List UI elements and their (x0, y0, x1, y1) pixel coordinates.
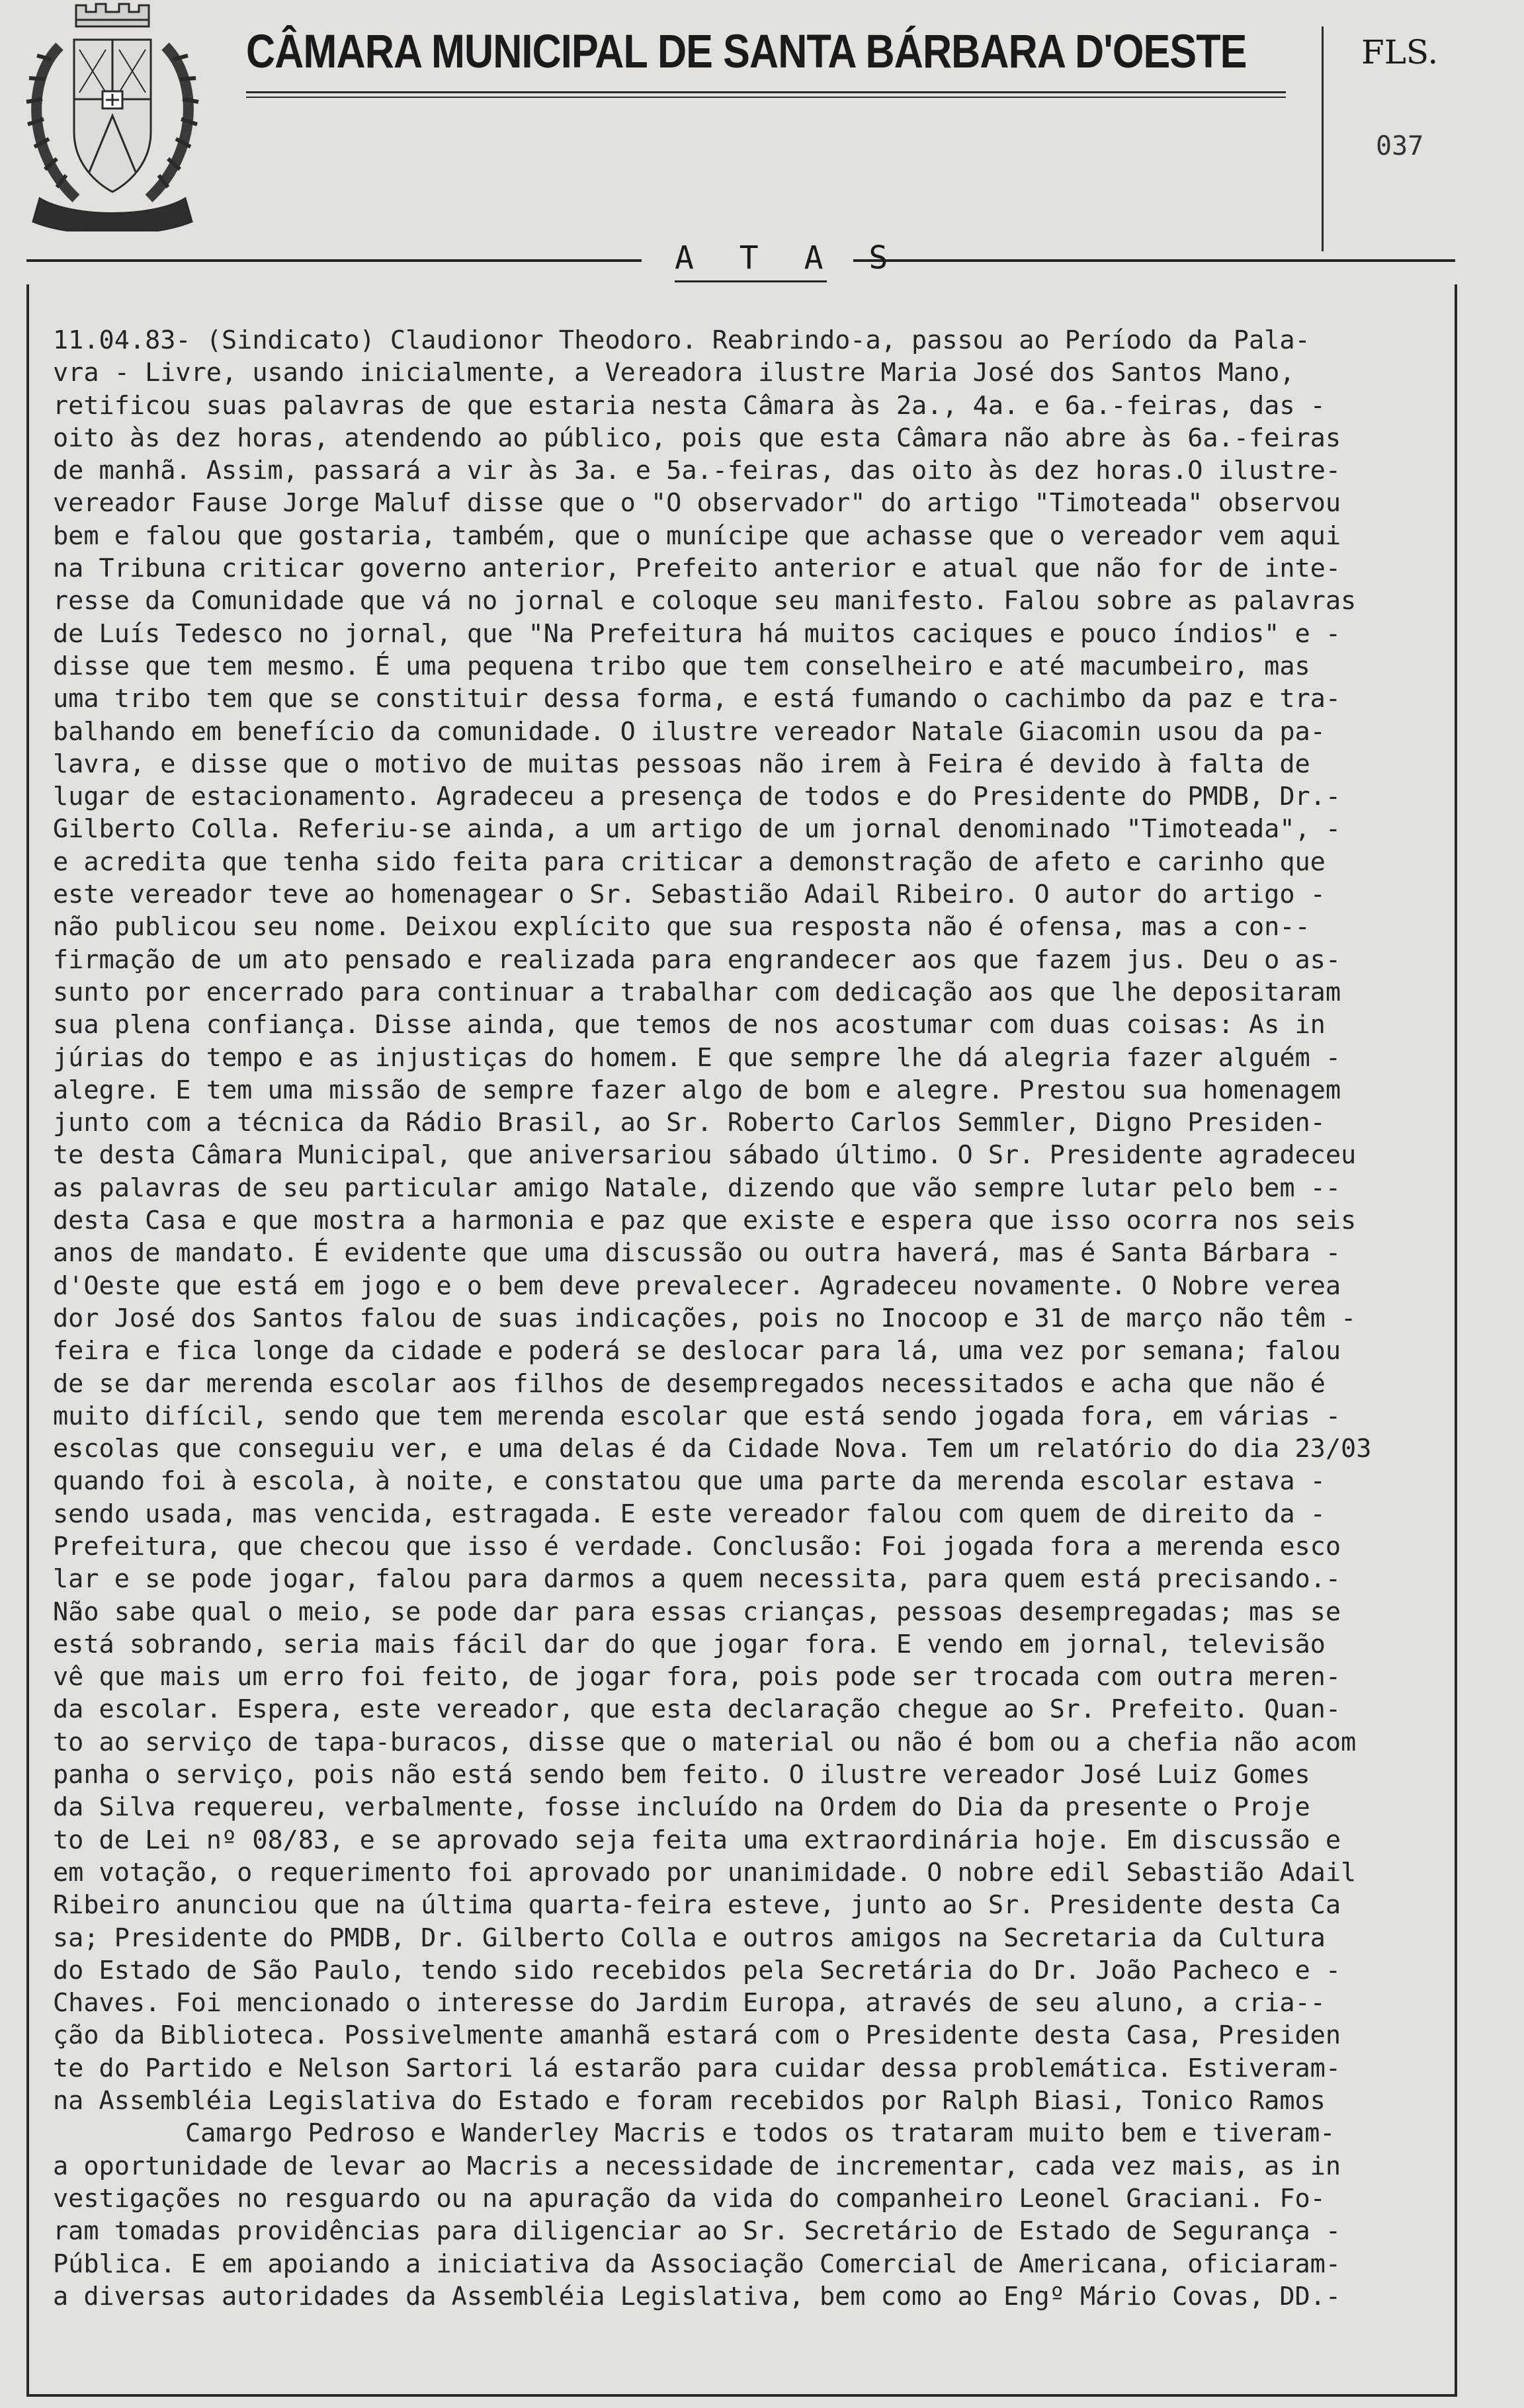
text-line: da Silva requereu, verbalmente, fosse incluído na Ordem do Dia da presente o Proje (53, 1792, 1310, 1823)
minutes-body (53, 324, 1452, 2313)
text-line: desta Casa e que mostra a harmonia e paz que existe e espera que isso ocorra nos seis (53, 1206, 1357, 1236)
text-line: do Estado de São Paulo, tendo sido recebidos pela Secretária do Dr. João Pacheco e - (53, 1955, 1341, 1985)
page-number: 037 (1376, 131, 1424, 161)
text-line: e acredita que tenha sido feita para criticar a demonstração de afeto e carinho que (53, 847, 1326, 877)
text-line: Pública. E em apoiando a iniciativa da Associação Comercial de Americana, oficiaram- (53, 2249, 1341, 2279)
text-line: na Tribuna criticar governo anterior, Prefeito anterior e atual que não for de inte- (53, 554, 1341, 584)
text-line: vereador Fause Jorge Maluf disse que o "O observador" do artigo "Timoteada" observou (53, 488, 1341, 519)
text-line: este vereador teve ao homenagear o Sr. Sebastião Adail Ribeiro. O autor do artigo - (53, 880, 1326, 910)
text-line: sa; Presidente do PMDB, Dr. Gilberto Colla e outros amigos na Secretaria da Cultura (53, 1923, 1326, 1953)
text-line: disse que tem mesmo. É uma pequena tribo que tem conselheiro e até macumbeiro, mas (53, 651, 1310, 681)
text-line: escolas que conseguiu ver, e uma delas é da Cidade Nova. Tem um relatório do dia 23/03 (53, 1434, 1372, 1464)
text-line: da escolar. Espera, este vereador, que esta declaração chegue ao Sr. Prefeito. Quan- (53, 1694, 1341, 1725)
section-rule-left (26, 259, 642, 262)
text-line: Camargo Pedroso e Wanderley Macris e todos os trataram muito bem e tiveram- (185, 2118, 1335, 2149)
text-line: na Assembléia Legislativa do Estado e foram recebidos por Ralph Biasi, Tonico Ramos (53, 2086, 1326, 2116)
text-line: vra - Livre, usando inicialmente, a Vereadora ilustre Maria José dos Santos Mano, (53, 358, 1295, 388)
text-line: panha o serviço, pois não está sendo bem feito. O ilustre vereador José Luiz Gomes (53, 1760, 1310, 1790)
page-number-divider (1322, 26, 1324, 251)
text-line: de se dar merenda escolar aos filhos de desempregados necessitados e acha que não é (53, 1368, 1326, 1399)
municipal-crest-icon (13, 0, 212, 231)
text-line: retificou suas palavras de que estaria nesta Câmara às 2a., 4a. e 6a.-feiras, das - (53, 390, 1326, 421)
text-line: junto com a técnica da Rádio Brasil, ao Sr. Roberto Carlos Semmler, Digno Presiden- (53, 1108, 1326, 1138)
text-line: lugar de estacionamento. Agradeceu a presença de todos e do Presidente do PMDB, Dr.- (53, 782, 1341, 812)
section-rule-right (853, 259, 1455, 262)
text-line: lar e se pode jogar, falou para darmos a quem necessita, para quem está precisando.- (53, 1564, 1341, 1595)
text-line: muito difícil, sendo que tem merenda escolar que está sendo jogada fora, em várias - (53, 1401, 1341, 1431)
text-line: bem e falou que gostaria, também, que o munícipe que achasse que o vereador vem aqui (53, 520, 1341, 551)
text-line: está sobrando, seria mais fácil dar do que jogar fora. E vendo em jornal, televisão (53, 1629, 1326, 1659)
text-line: ção da Biblioteca. Possivelmente amanhã estará com o Presidente desta Casa, Presiden (53, 2020, 1341, 2051)
text-line: de Luís Tedesco no jornal, que "Na Prefeitura há muitos caciques e pouco índios" e - (53, 618, 1341, 649)
text-line: sua plena confiança. Disse ainda, que temos de nos acostumar com duas coisas: As in (53, 1010, 1326, 1040)
section-title-underline (675, 280, 827, 282)
text-line: ram tomadas providências para diligenciar ao Sr. Secretário de Estado de Segurança - (53, 2216, 1341, 2247)
text-line: resse da Comunidade que vá no jornal e coloque seu manifesto. Falou sobre as palavras (53, 586, 1357, 616)
text-line: d'Oeste que está em jogo e o bem deve prevalecer. Agradeceu novamente. O Nobre verea (53, 1270, 1341, 1301)
text-line: não publicou seu nome. Deixou explícito que sua resposta não é ofensa, mas a con-- (53, 912, 1310, 942)
chamber-title: CÂMARA MUNICIPAL DE SANTA BÁRBARA D'OESTE (246, 26, 1247, 78)
text-line: júrias do tempo e as injustiças do homem. E que sempre lhe dá alegria fazer alguém - (53, 1042, 1341, 1073)
text-line: uma tribo tem que se constituir dessa forma, e está fumando o cachimbo da paz e tra- (53, 684, 1341, 714)
text-line: oito às dez horas, atendendo ao público, pois que esta Câmara não abre às 6a.-feiras (53, 423, 1341, 453)
text-line: sunto por encerrado para continuar a trabalhar com dedicação aos que lhe depositaram (53, 977, 1341, 1007)
text-line: Prefeitura, que checou que isso é verdade. Conclusão: Foi jogada fora a merenda esco (53, 1531, 1341, 1561)
text-line: 11.04.83- (Sindicato) Claudionor Theodoro. Reabrindo-a, passou ao Período da Pala- (53, 325, 1310, 355)
fls-label: FLS. (1361, 33, 1439, 71)
text-line: lavra, e disse que o motivo de muitas pessoas não irem à Feira é devido à falta de (53, 749, 1310, 779)
text-line: em votação, o requerimento foi aprovado por unanimidade. O nobre edil Sebastião Adail (53, 1857, 1357, 1888)
text-line: sendo usada, mas vencida, estragada. E este vereador falou com quem de direito da - (53, 1499, 1326, 1529)
text-line: quando foi à escola, à noite, e constatou que uma parte da merenda escolar estava - (53, 1466, 1326, 1497)
text-line: firmação de um ato pensado e realizada para engrandecer aos que fazem jus. Deu o as- (53, 944, 1341, 975)
text-line: feira e fica longe da cidade e poderá se deslocar para lá, uma vez por semana; falou (53, 1336, 1341, 1366)
text-line: to de Lei nº 08/83, e se aprovado seja feita uma extraordinária hoje. Em discussão e (53, 1825, 1341, 1855)
section-title: A T A S (675, 239, 902, 276)
text-line: Não sabe qual o meio, se pode dar para essas crianças, pessoas desempregadas; mas se (53, 1597, 1341, 1627)
text-line: anos de mandato. É evidente que uma discussão ou outra haverá, mas é Santa Bárbara - (53, 1238, 1341, 1268)
text-line: Gilberto Colla. Referiu-se ainda, a um artigo de um jornal denominado "Timoteada", - (53, 814, 1341, 845)
text-line: as palavras de seu particular amigo Natale, dizendo que vão sempre lutar pelo bem -- (53, 1173, 1341, 1203)
text-line: to ao serviço de tapa-buracos, disse que o material ou não é bom ou a chefia não acom (53, 1727, 1357, 1757)
text-line: te do Partido e Nelson Sartori lá estarão para cuidar dessa problemática. Estiveram- (53, 2053, 1341, 2083)
text-line: a diversas autoridades da Assembléia Legislativa, bem como ao Engº Mário Covas, DD.- (53, 2281, 1341, 2311)
text-line: a oportunidade de levar ao Macris a necessidade de incrementar, cada vez mais, as in (53, 2151, 1341, 2181)
title-underline-secondary (246, 97, 1286, 98)
text-line: te desta Câmara Municipal, que aniversariou sábado último. O Sr. Presidente agradeceu (53, 1140, 1357, 1171)
text-line: vê que mais um erro foi feito, de jogar fora, pois pode ser trocada com outra meren- (53, 1662, 1341, 1692)
text-line: balhando em benefício da comunidade. O ilustre vereador Natale Giacomin usou da pa- (53, 716, 1326, 747)
text-line: dor José dos Santos falou de suas indicações, pois no Inocoop e 31 de março não têm - (53, 1303, 1357, 1333)
text-line: Ribeiro anunciou que na última quarta-feira esteve, junto ao Sr. Presidente desta Ca (53, 1890, 1341, 1921)
text-line: de manhã. Assim, passará a vir às 3a. e 5a.-feiras, das oito às dez horas.O ilustre- (53, 456, 1341, 486)
text-line: Chaves. Foi mencionado o interesse do Jardim Europa, através de seu aluno, a cria-- (53, 1988, 1326, 2018)
title-underline (246, 91, 1286, 93)
text-line: vestigações no resguardo ou na apuração da vida do companheiro Leonel Graciani. Fo- (53, 2183, 1326, 2214)
text-line: alegre. E tem uma missão de sempre fazer algo de bom e alegre. Prestou sua homenagem (53, 1075, 1341, 1105)
